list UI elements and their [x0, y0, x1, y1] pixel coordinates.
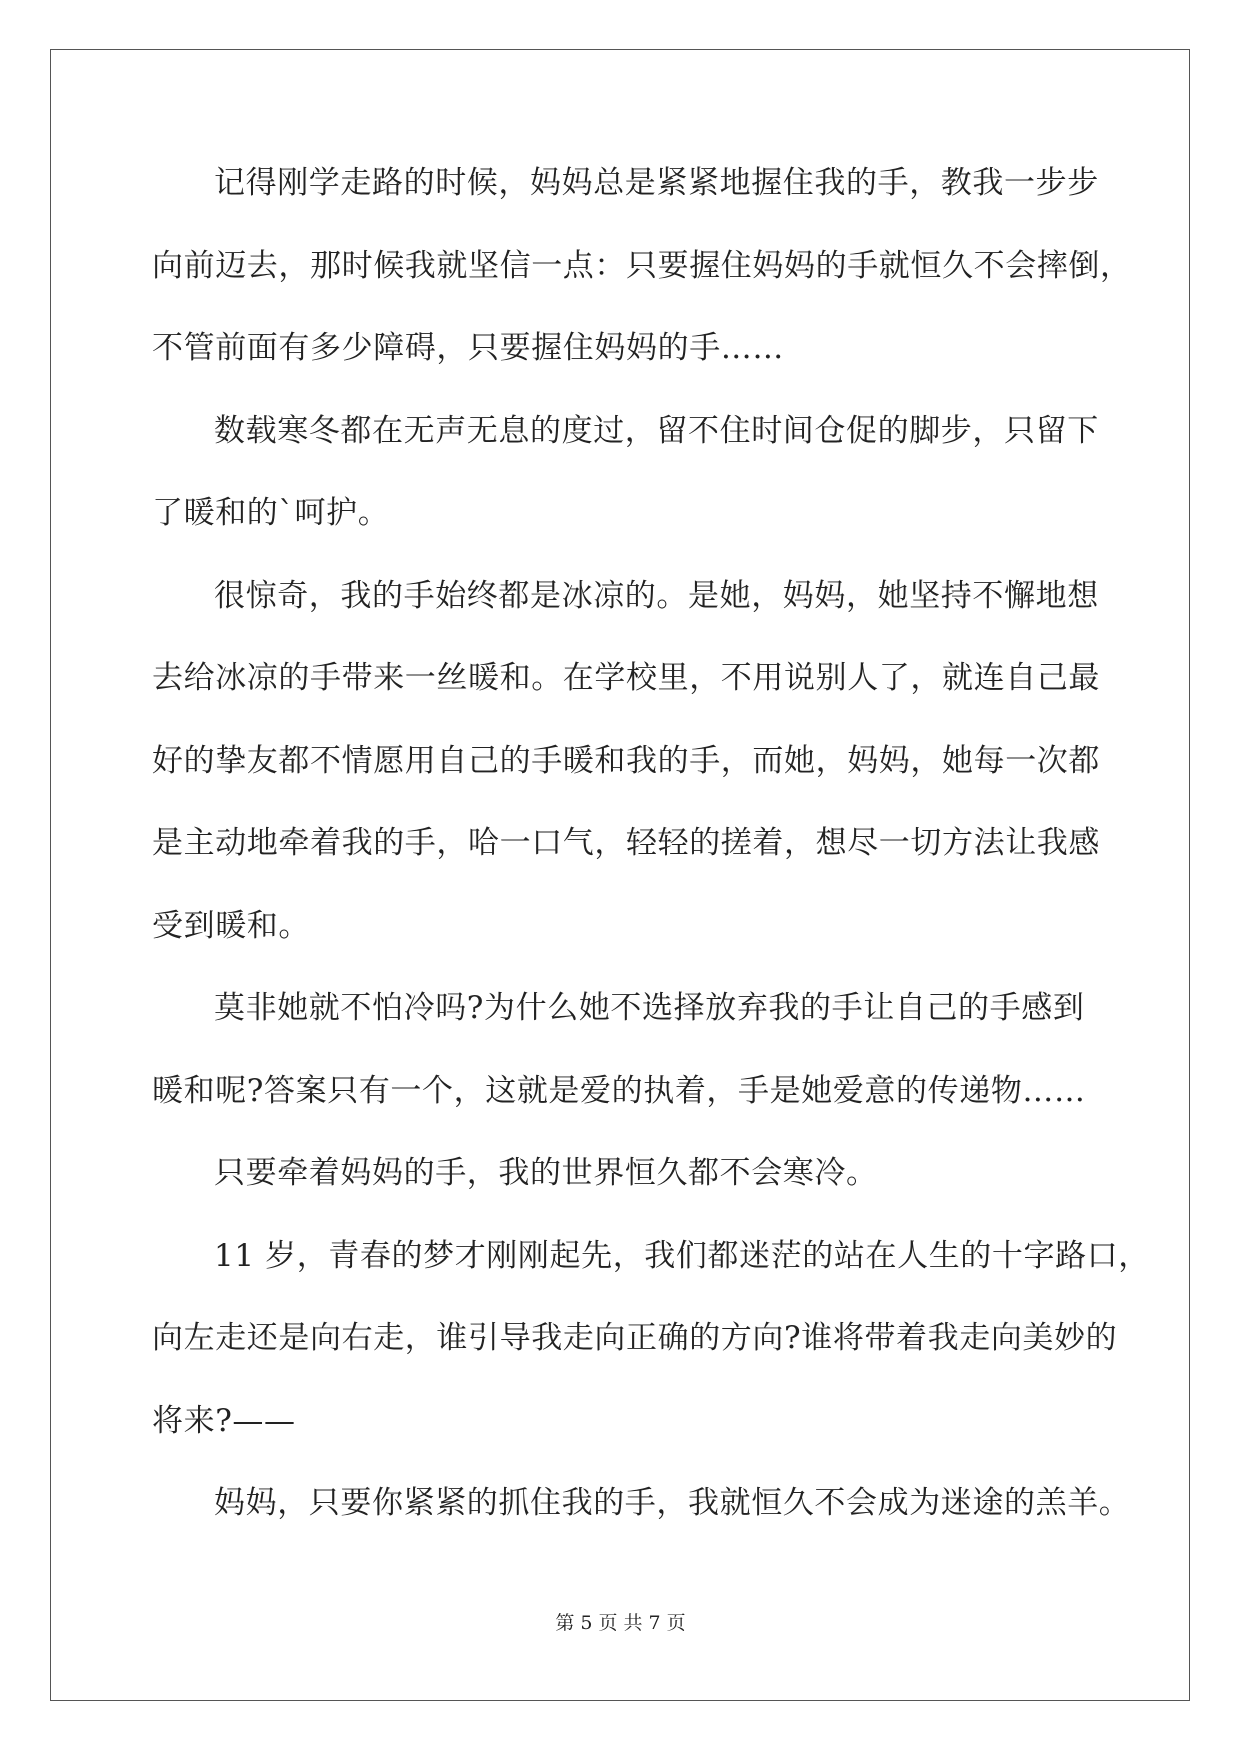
text-line: 记得刚学走路的时候，妈妈总是紧紧地握住我的手，教我一步步 — [214, 165, 1099, 201]
text-line: 去给冰凉的手带来一丝暖和。在学校里，不用说别人了，就连自己最 — [152, 660, 1100, 696]
text-line: 不管前面有多少障碍，只要握住妈妈的手…… — [152, 330, 784, 366]
text-line: 向左走还是向右走，谁引导我走向正确的方向?谁将带着我走向美妙的 — [152, 1320, 1118, 1356]
text-line: 向前迈去，那时候我就坚信一点：只要握住妈妈的手就恒久不会摔倒， — [152, 247, 1132, 284]
text-line: 莫非她就不怕冷吗?为什么她不选择放弃我的手让自己的手感到 — [214, 990, 1085, 1026]
page-number-footer: 第 5 页 共 7 页 — [555, 1612, 686, 1634]
text-line: 了暖和的`呵护。 — [152, 495, 390, 531]
text-line: 很惊奇，我的手始终都是冰凉的。是她，妈妈，她坚持不懈地想 — [214, 577, 1099, 614]
text-line: 妈妈，只要你紧紧的抓住我的手，我就恒久不会成为迷途的羔羊。 — [214, 1485, 1131, 1521]
text-line: 将来?—— — [152, 1402, 296, 1439]
text-line: 是主动地牵着我的手，哈一口气，轻轻的搓着，想尽一切方法让我感 — [152, 825, 1100, 861]
text-line: 11 岁，青春的梦才刚刚起先，我们都迷茫的站在人生的十字路口， — [214, 1237, 1150, 1274]
text-line: 暖和呢?答案只有一个，这就是爱的执着，手是她爱意的传递物…… — [152, 1072, 1086, 1109]
text-line: 受到暖和。 — [152, 907, 310, 944]
text-line: 数载寒冬都在无声无息的度过，留不住时间仓促的脚步，只留下 — [214, 412, 1099, 449]
text-line: 只要牵着妈妈的手，我的世界恒久都不会寒冷。 — [214, 1155, 878, 1191]
text-line: 好的挚友都不情愿用自己的手暖和我的手，而她，妈妈，她每一次都 — [152, 742, 1100, 779]
document-body — [152, 155, 1150, 1558]
